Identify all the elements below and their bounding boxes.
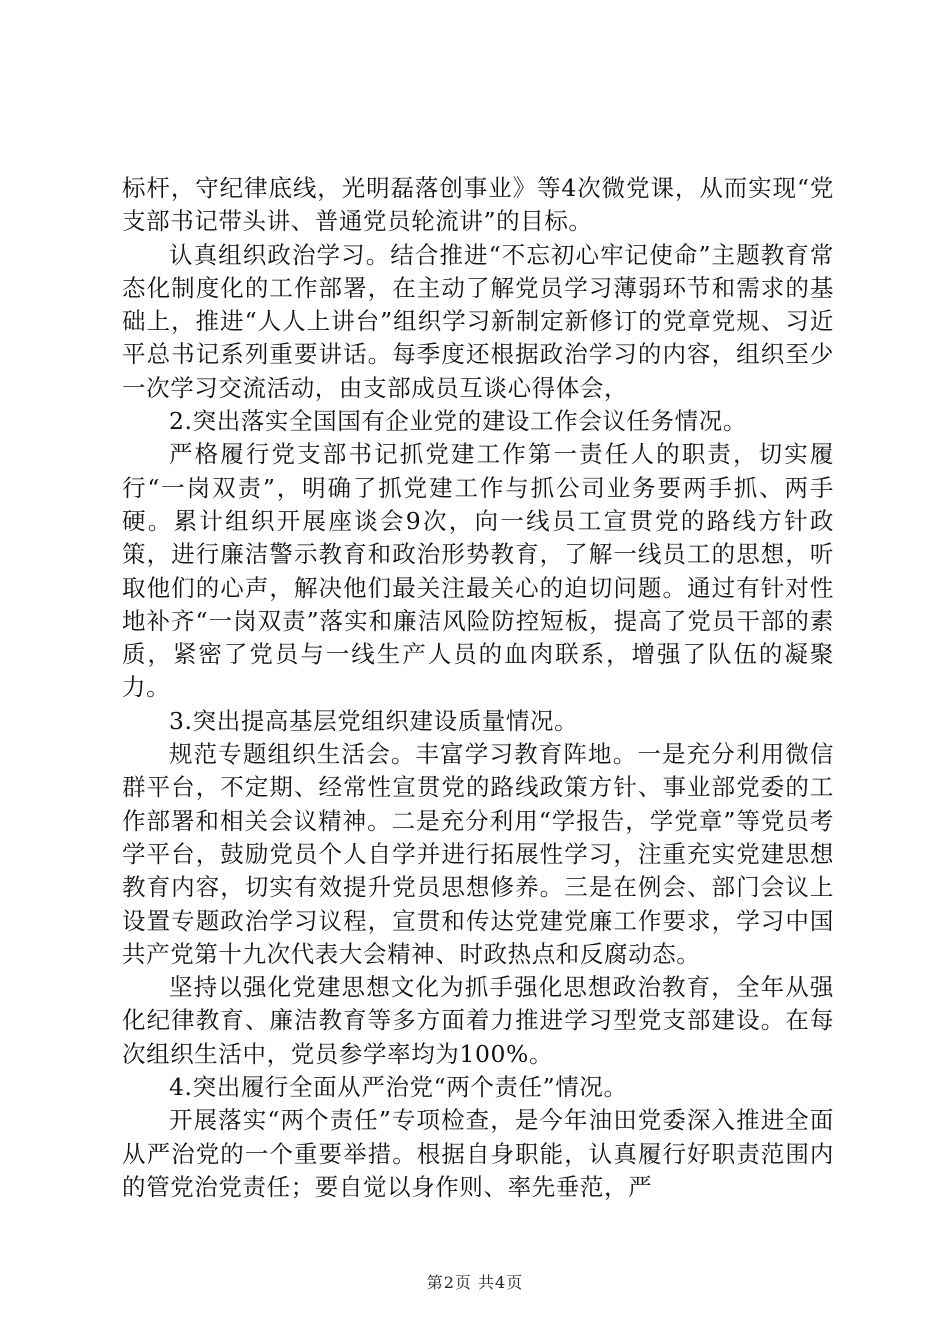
section-heading-2: 2.突出落实全国国有企业党的建设工作会议任务情况。: [169, 407, 747, 436]
section-heading-3: 3.突出提高基层党组织建设质量情况。: [169, 706, 579, 735]
section-heading-4: 4.突出履行全面从严治党“两个责任”情况。: [169, 1073, 628, 1102]
page-number-footer: 第2页 共4页: [426, 1273, 524, 1292]
paragraph-1: 标杆，守纪律底线，光明磊落创事业》等4次微党课，从而实现“党支部书记带头讲、普通党员轮流讲”的目标。: [122, 174, 834, 236]
paragraph-6: 开展落实“两个责任”专项检查，是今年油田党委深入推进全面从严治党的一个重要举措。根据自身职能，认真履行好职责范围内的管党治党责任；要自觉以身作则、率先垂范，严: [122, 1106, 834, 1201]
document-body: [122, 172, 834, 1204]
paragraph-3: 严格履行党支部书记抓党建工作第一责任人的职责，切实履行“一岗双责”，明确了抓党建工作与抓公司业务要两手抓、两手硬。累计组织开展座谈会9次，向一线员工宣贯党的路线方针政策，进行廉洁警示教育和政治形势教育，了解一线员工的思想，听取他们的心声，解决他们最关注最关心的迫切问题。通过有针对性地补齐“一岗双责”落实和廉洁风险防控短板，提高了党员干部的素质，紧密了党员与一线生产人员的血肉联系，增强了队伍的凝聚力。: [122, 440, 834, 702]
paragraph-5: 坚持以强化党建思想文化为抓手强化思想政治教育，全年从强化纪律教育、廉洁教育等多方面着力推进学习型党支部建设。在每次组织生活中，党员参学率均为100%。: [122, 973, 834, 1068]
paragraph-2: 认真组织政治学习。结合推进“不忘初心牢记使命”主题教育常态化制度化的工作部署，在主动了解党员学习薄弱环节和需求的基础上，推进“人人上讲台”组织学习新制定新修订的党章党规、习近平总书记系列重要讲话。每季度还根据政治学习的内容，组织至少一次学习交流活动，由支部成员互谈心得体会，: [122, 240, 834, 402]
paragraph-4: 规范专题组织生活会。丰富学习教育阵地。一是充分利用微信群平台，不定期、经常性宣贯党的路线政策方针、事业部党委的工作部署和相关会议精神。二是充分利用“学报告，学党章”等党员考学平台，鼓励党员个人自学并进行拓展性学习，注重充实党建思想教育内容，切实有效提升党员思想修养。三是在例会、部门会议上设置专题政治学习议程，宣贯和传达党建党廉工作要求，学习中国共产党第十九次代表大会精神、时政热点和反腐动态。: [122, 740, 834, 968]
